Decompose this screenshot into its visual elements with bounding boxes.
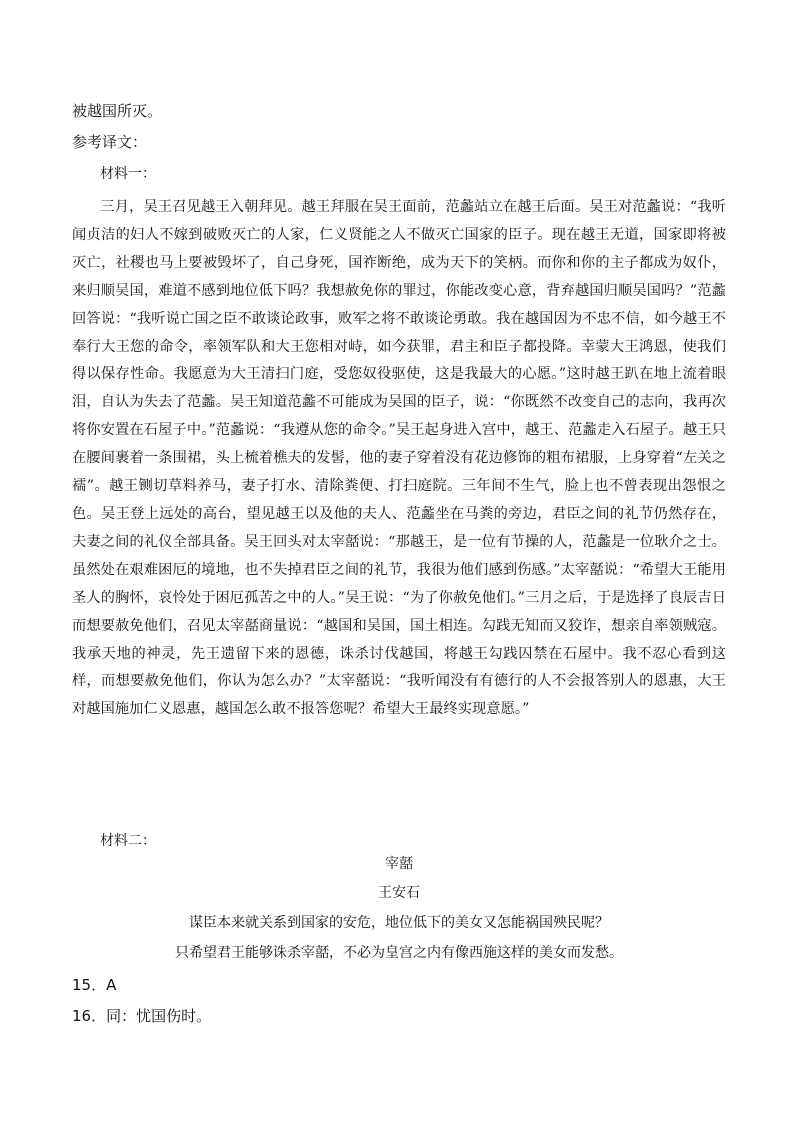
reference-translation-heading: 参考译文：: [72, 133, 148, 151]
poem-translation-line: 只希望君王能够诛杀宰嚭，不必为皇宫之内有像西施这样的美女而发愁。: [175, 945, 623, 961]
poem-translation-line: 谋臣本来就关系到国家的安危，地位低下的美女又怎能祸国殃民呢？: [189, 915, 609, 931]
poem-title: 宰嚭: [385, 856, 413, 872]
material-one-text: 三月，吴王召见越王入朝拜见。越王拜服在吴王面前，范蠡站立在越王后面。吴王对范蠡说：“我听闻贞洁的妇人不嫁到破败灭亡的人家，仁义贤能之人不做灭亡国家的臣子。现在越王无道，国家即将被灭亡，社稷也马上要被毁坏了，自己身死，国祚断绝，成为天下的笑柄。而你和你的主子都成为奴仆，来归顺吴国，难道不感到地位低下吗？我想赦免你的罪过，你能改变心意，背弃越国归顺吴国吗？”范蠡回答说：“我听说亡国之臣不敢谈论政事，败军之将不敢谈论勇敢。我在越国因为不忠不信，如今越王不奉行大王您的命令，率领军队和大王您相对峙，如今获罪，君主和臣子都投降。幸蒙大王鸿恩，使我们得以保存性命。我愿意为大王清扫门庭，受您奴役驱使，这是我最大的心愿。”这时越王趴在地上流着眼泪，自认为失去了范蠡。吴王知道范蠡不可能成为吴国的臣子，说：“你既然不改变自己的志向，我再次将你安置在石屋子中。”范蠡说：“我遵从您的命令。”吴王起身进入宫中，越王、范蠡走入石屋子。越王只在腰间裹着一条围裙，头上梳着樵夫的发髻，他的妻子穿着没有花边修饰的粗布裙服，上身穿着“左关之襦”。越王铡切草料养马，妻子打水、清除粪便、打扫庭院。三年间不生气，脸上也不曾表现出怨恨之色。吴王登上远处的高台，望见越王以及他的夫人、范蠡坐在马粪的旁边，君臣之间的礼节仍然存在，夫妻之间的礼仪全部具备。吴王回头对太宰嚭说：“那越王，是一位有节操的人，范蠡是一位耿介之士。虽然处在艰难困厄的境地，也不失掉君臣之间的礼节，我很为他们感到伤感。”太宰嚭说：“希望大王能用圣人的胸怀，哀怜处于困厄孤苦之中的人。”吴王说：“为了你赦免他们。”三月之后，于是选择了良辰吉日而想要赦免他们，召见太宰嚭商量说：“越国和吴国，国土相连。勾践无知而又狡诈，想亲自率领贼寇。我承天地的神灵，先王遗留下来的恩德，诛杀讨伐越国，将越王勾践囚禁在石屋中。我不忍心看到这样，而想要赦免他们，你认为怎么办？”太宰嚭说：“我听闻没有有德行的人不会报答别人的恩惠，大王对越国施加仁义恩惠，越国怎么敢不报答您呢？希望大王最终实现意愿。”: [72, 199, 726, 718]
intro-line: 被越国所灭。: [72, 102, 163, 120]
material-two-label: 材料二：: [100, 833, 156, 849]
material-one-label: 材料一：: [100, 166, 156, 182]
answer-16: 16．同：忧国伤时。: [72, 1007, 212, 1025]
answer-15: 15．A: [72, 976, 117, 994]
poem-author: 王安石: [378, 885, 420, 901]
